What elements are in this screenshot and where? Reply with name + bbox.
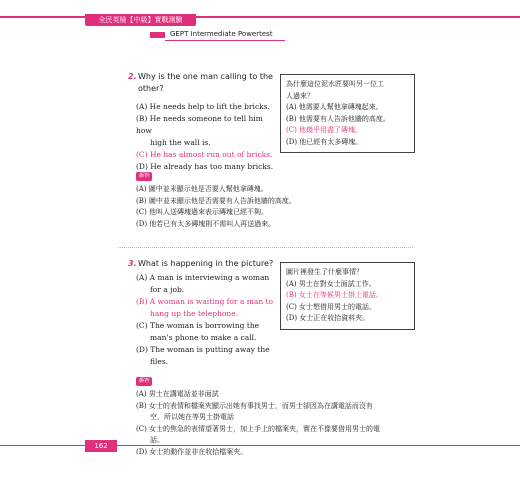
option-a: (A) He needs help to lift the bricks. bbox=[136, 102, 270, 111]
option-a: (A) A man is interviewing a woman bbox=[136, 273, 270, 282]
option-c-correct: (C) He has almost run out of bricks. bbox=[136, 150, 273, 159]
page-number: 162 bbox=[85, 440, 117, 452]
translation-line: (B) 他需要有人告訴他牆的高度。 bbox=[286, 114, 390, 123]
explanation-line-cont: 話。 bbox=[150, 436, 164, 444]
translation-line: 圖片裡發生了什麼事情？ bbox=[286, 268, 363, 276]
explanation-line: (D) 女士的動作並非在收拾檔案夾。 bbox=[136, 447, 248, 456]
explanation-line: (B) 女士的表情和檔案夾顯示出她有事找男士，而男士卻因為在講電話而沒有 bbox=[136, 401, 373, 410]
header-tab: 全民英檢【中級】實戰測驗 bbox=[85, 14, 196, 26]
header-rule bbox=[0, 16, 520, 18]
explanation-badge: 解析 bbox=[136, 172, 152, 181]
section-divider bbox=[118, 247, 413, 248]
question-3-number: 3. bbox=[128, 259, 137, 268]
question-3-options bbox=[136, 272, 276, 368]
translation-line: (A) 男士在對女士面試工作。 bbox=[286, 279, 376, 288]
translation-line: (C) 女士想借用男士的電話。 bbox=[286, 302, 377, 311]
explanation-line: (C) 女士的焦急的表情望著男士，加上手上的檔案夾，實在不像要借用男士的電 bbox=[136, 424, 381, 433]
question-3-text-line: What is happening in the picture? bbox=[138, 259, 274, 268]
option-a-cont: for a job. bbox=[150, 285, 185, 294]
explanation-line: (C) 他叫人送磚塊過來表示磚塊已經不夠。 bbox=[136, 208, 269, 216]
explanation-line: (A) 男士在講電話並非面試 bbox=[136, 390, 219, 398]
translation-line: 人過來？ bbox=[286, 91, 314, 100]
explanation-line: (B) 圖中並未顯示他是否需要有人告訴他牆的高度。 bbox=[136, 196, 296, 205]
option-b-correct-cont: hang up the telephone. bbox=[150, 309, 239, 318]
option-d-cont: files. bbox=[150, 357, 169, 366]
footer-rule bbox=[0, 445, 520, 446]
question-2-text-line: other? bbox=[138, 84, 164, 93]
option-b-correct: (B) A woman is waiting for a man to bbox=[136, 297, 274, 306]
option-d: (D) The woman is putting away the bbox=[136, 345, 270, 354]
chinese-translation-box bbox=[280, 262, 415, 330]
translation-line: (D) 女士正在收拾資料夾。 bbox=[286, 314, 370, 322]
chinese-translation-box bbox=[280, 74, 415, 153]
header-subtitle-rule bbox=[165, 40, 285, 41]
option-c-cont: man’s phone to make a call. bbox=[150, 333, 257, 342]
translation-line-correct: (C) 他幾乎用盡了磚塊。 bbox=[286, 126, 363, 134]
question-2-text bbox=[138, 71, 273, 95]
translation-line: (D) 他已經有太多磚塊。 bbox=[286, 137, 363, 146]
question-2-explanations bbox=[136, 184, 296, 230]
option-c: (C) The woman is borrowing the bbox=[136, 321, 260, 330]
question-3-text bbox=[138, 258, 273, 270]
explanation-badge: 解析 bbox=[136, 377, 152, 386]
option-b-cont: high the wall is. bbox=[150, 138, 211, 147]
header-subtitle: GEPT Intermediate Powertest bbox=[170, 30, 273, 38]
question-2-text-line: Why is the one man calling to the bbox=[138, 72, 273, 81]
translation-line: (A) 他需要人幫他拿磚塊起來。 bbox=[286, 103, 383, 111]
header-accent-bar bbox=[150, 32, 165, 38]
option-d: (D) He already has too many bricks. bbox=[136, 162, 274, 171]
translation-line-correct: (B) 女士在等候男士掛上電話。 bbox=[286, 291, 383, 299]
question-2-number: 2. bbox=[128, 72, 137, 81]
explanation-line: (D) 他若已有太多磚塊則不需叫人再送過來。 bbox=[136, 219, 276, 228]
translation-line: 為什麼這位泥水匠要叫另一位工 bbox=[286, 80, 384, 88]
question-3-explanations bbox=[136, 389, 426, 458]
option-b: (B) He needs someone to tell him how bbox=[136, 114, 263, 135]
question-2-options bbox=[136, 101, 276, 173]
explanation-line: (A) 圖中並未顯示他是否要人幫他拿磚塊。 bbox=[136, 185, 268, 193]
explanation-line-cont: 空，所以她在等男士掛電話 bbox=[150, 413, 234, 421]
